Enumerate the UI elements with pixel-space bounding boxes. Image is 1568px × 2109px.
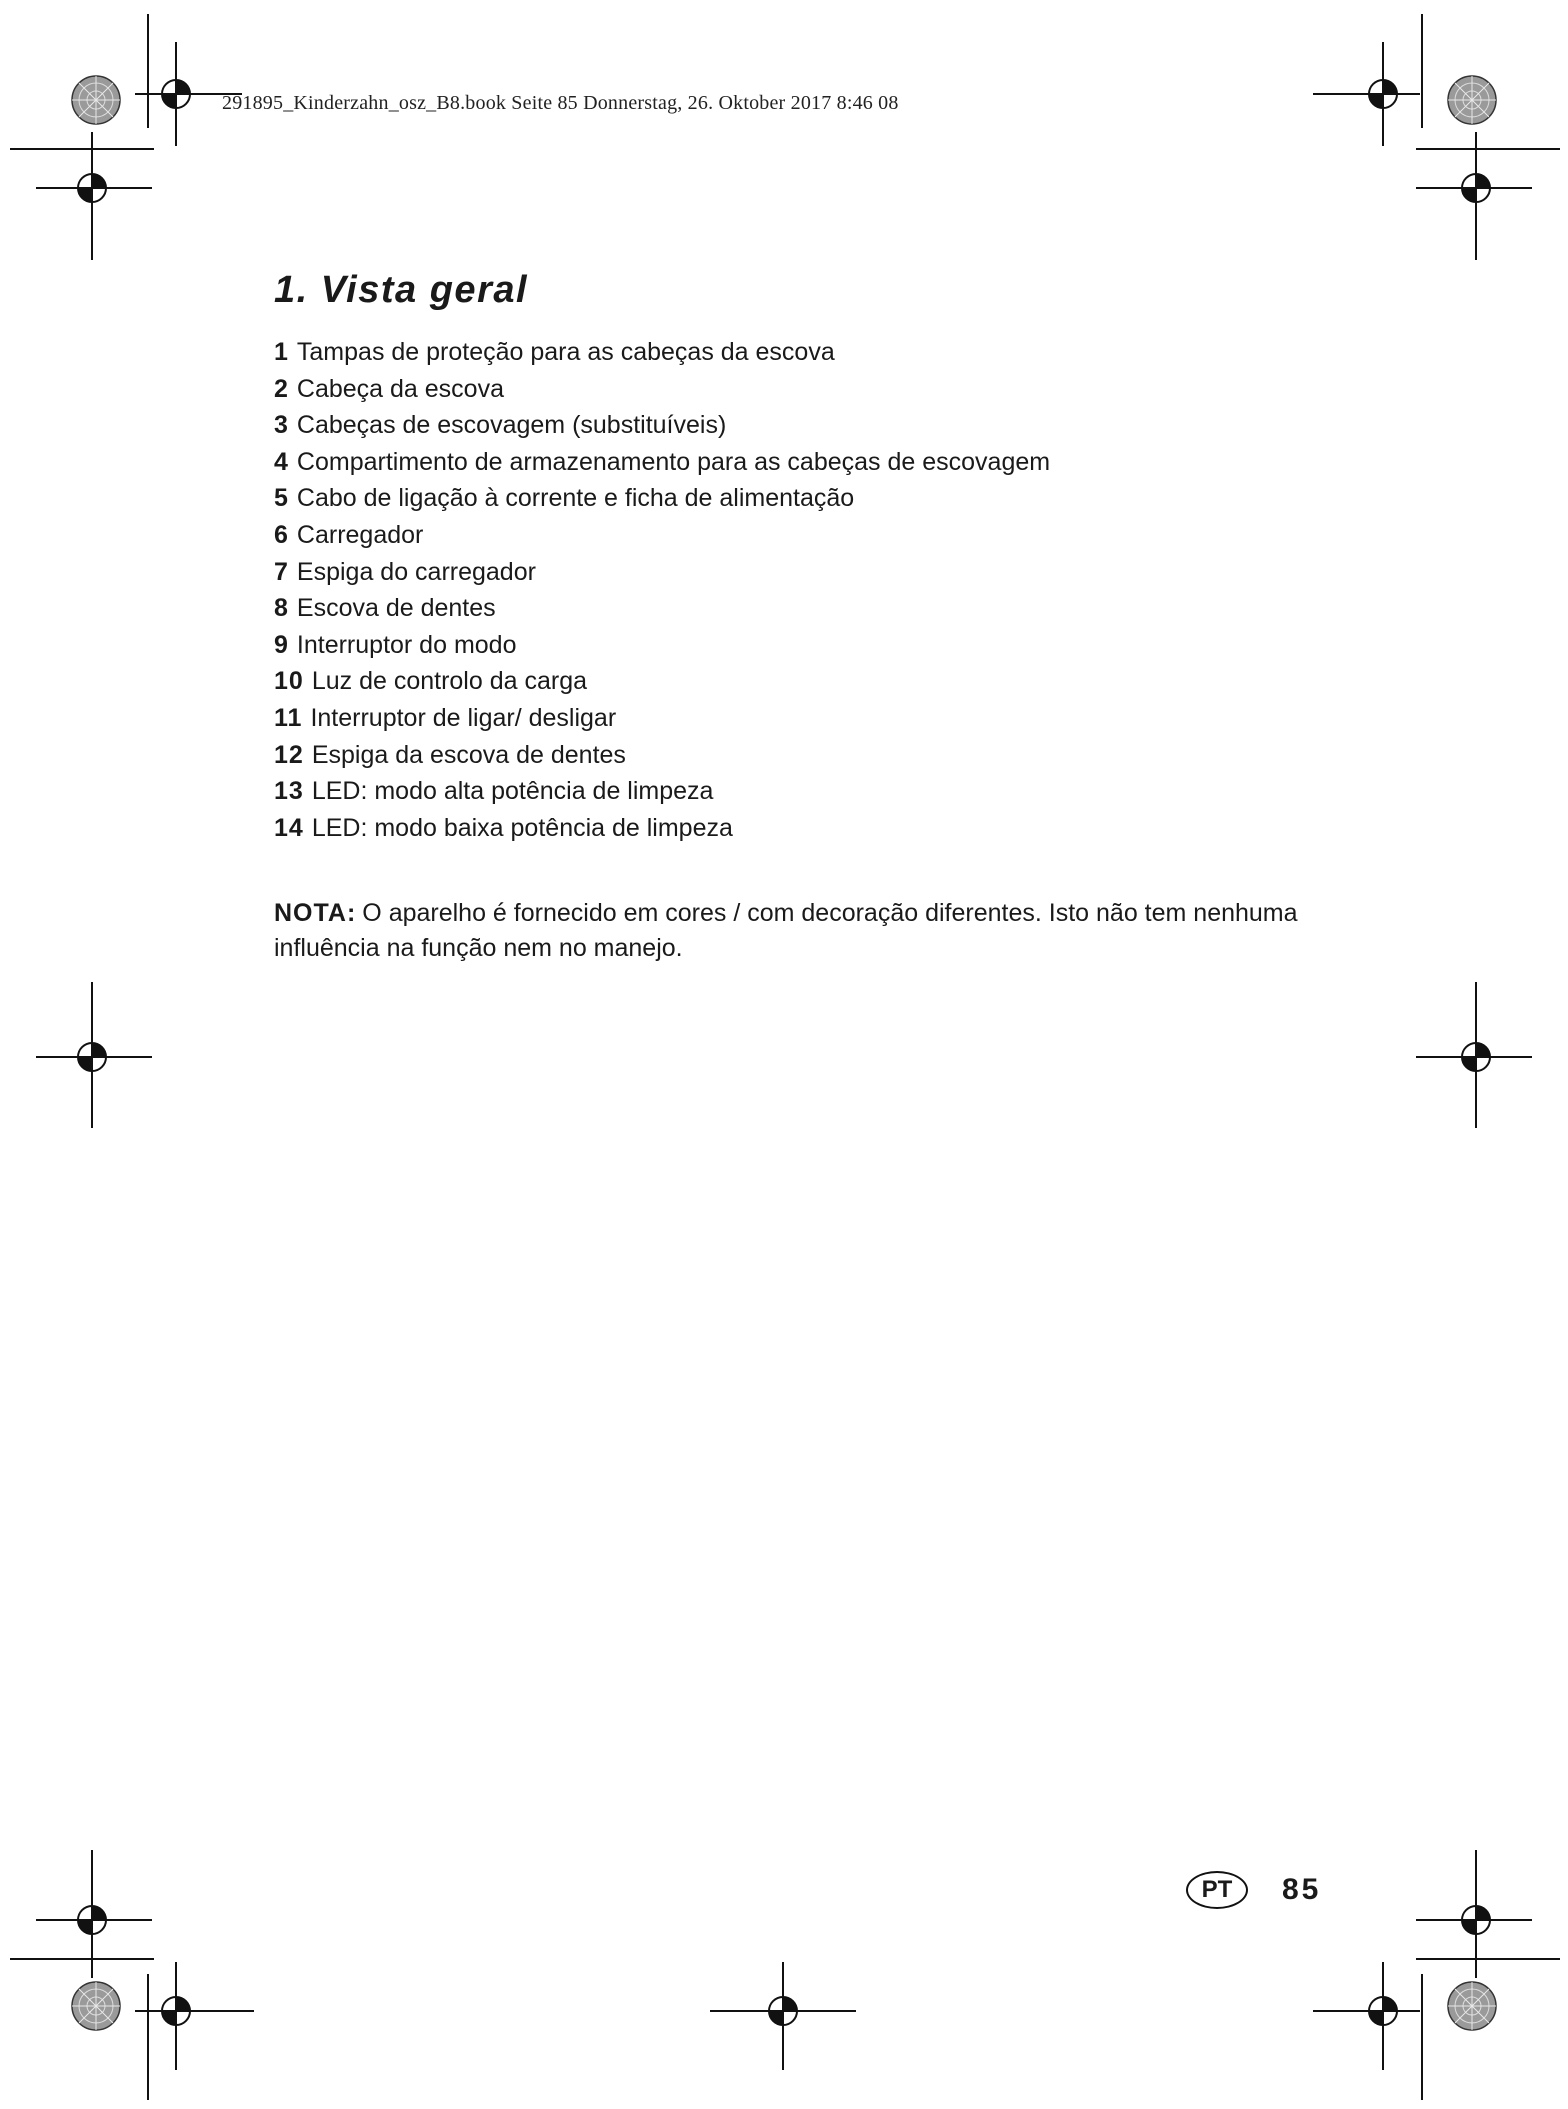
parts-list — [274, 334, 1364, 846]
list-item — [274, 663, 1364, 700]
item-text: Cabo de ligação à corrente e ficha de alimentação — [296, 484, 855, 513]
section-title: 1. Vista geral — [274, 269, 529, 311]
item-number: 9 — [274, 630, 289, 659]
item-text: Compartimento de armazenamento para as cabeças de escovagem — [296, 447, 1051, 476]
note-paragraph — [274, 896, 1364, 966]
list-item — [274, 773, 1364, 810]
item-text: Cabeça da escova — [296, 374, 504, 403]
list-item — [274, 334, 1364, 371]
list-item — [274, 444, 1364, 481]
item-text: Escova de dentes — [296, 594, 496, 623]
list-item — [274, 554, 1364, 591]
item-number: 8 — [274, 594, 289, 623]
item-text: Tampas de proteção para as cabeças da escova — [296, 338, 835, 366]
item-number: 2 — [274, 374, 289, 403]
item-number: 7 — [274, 557, 289, 586]
item-text: Carregador — [296, 520, 424, 549]
item-number: 6 — [274, 520, 289, 549]
page-content — [274, 266, 1364, 966]
list-item — [274, 590, 1364, 627]
item-number: 4 — [274, 447, 289, 476]
list-item — [274, 700, 1364, 737]
list-item — [274, 371, 1364, 408]
page-number: 85 — [1282, 1873, 1322, 1906]
item-text: Espiga do carregador — [296, 557, 536, 586]
item-number: 12 — [274, 740, 304, 769]
item-number: 13 — [274, 777, 304, 806]
note-text: O aparelho é fornecido em cores / com decoração diferentes. Isto não tem nenhuma influência na função nem no manejo. — [274, 899, 1298, 963]
list-item — [274, 627, 1364, 664]
item-text: LED: modo alta potência de limpeza — [311, 777, 714, 806]
item-number: 5 — [274, 484, 289, 513]
list-item — [274, 407, 1364, 444]
item-text: Interruptor de ligar/ desligar — [310, 703, 617, 732]
language-badge — [1186, 1871, 1248, 1909]
item-text: Luz de controlo da carga — [311, 667, 587, 696]
print-file-info: 291895_Kinderzahn_osz_B8.book Seite 85 Donnerstag, 26. Oktober 2017 8:46 08 — [222, 92, 899, 114]
item-text: Cabeças de escovagem (substituíveis) — [296, 411, 727, 440]
item-number: 14 — [274, 813, 304, 842]
note-label: NOTA: — [274, 899, 357, 928]
item-number: 3 — [274, 411, 289, 440]
list-item — [274, 480, 1364, 517]
list-item — [274, 517, 1364, 554]
item-text: LED: modo baixa potência de limpeza — [311, 813, 733, 842]
item-text: Interruptor do modo — [296, 630, 517, 659]
item-number: 10 — [274, 667, 304, 696]
page-footer — [1186, 1871, 1321, 1909]
item-text: Espiga da escova de dentes — [311, 740, 626, 769]
list-item — [274, 737, 1364, 774]
item-number: 11 — [274, 703, 303, 732]
language-code: PT — [1201, 1876, 1233, 1903]
item-number: 1 — [274, 338, 289, 366]
list-item — [274, 810, 1364, 847]
